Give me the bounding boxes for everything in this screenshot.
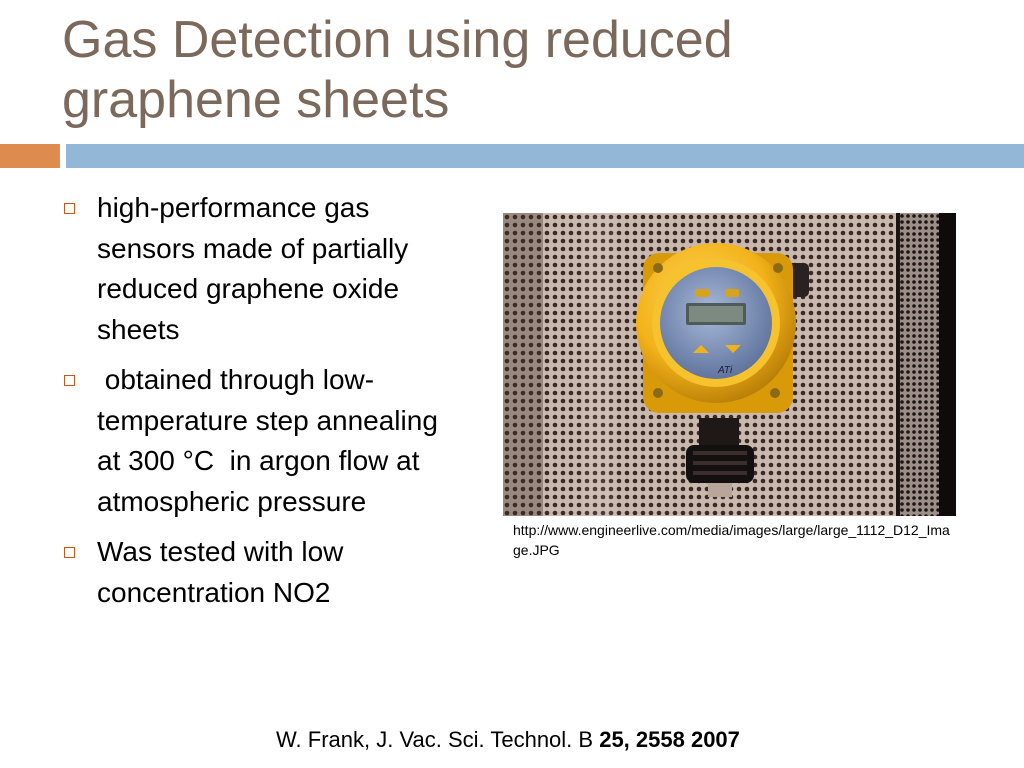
slide-title-line-1: Gas Detection using reduced: [62, 11, 733, 69]
citation: [276, 726, 740, 754]
gas-detector-photo: [503, 213, 956, 516]
square-bullet-icon: [64, 375, 75, 386]
bullet-text: obtained through low-temperature step annealing at 300 °C in argon flow at atmospheric pressure: [97, 364, 446, 517]
square-bullet-icon: [64, 203, 75, 214]
bullet-text: high-performance gas sensors made of partially reduced graphene oxide sheets: [97, 192, 417, 345]
bullet-item: [62, 360, 462, 522]
bullet-item: [62, 188, 462, 350]
slide-title-line-2: graphene sheets: [62, 71, 450, 129]
square-bullet-icon: [64, 547, 75, 558]
accent-bar-orange: [0, 144, 60, 168]
image-caption-url: http://www.engineerlive.com/media/images/large/large_1112_D12_Image.JPG: [513, 522, 950, 558]
bullet-text: Was tested with low concentration NO2: [97, 536, 352, 608]
slide-title: [62, 10, 962, 130]
citation-volume: 25, 2558 2007: [599, 727, 740, 752]
citation-text: W. Frank, J. Vac. Sci. Technol. B: [276, 727, 600, 752]
bullet-item: [62, 532, 462, 613]
device-brand-label: ATi: [718, 365, 733, 376]
bullet-list: [62, 188, 462, 623]
accent-bar-blue: [66, 144, 1024, 168]
